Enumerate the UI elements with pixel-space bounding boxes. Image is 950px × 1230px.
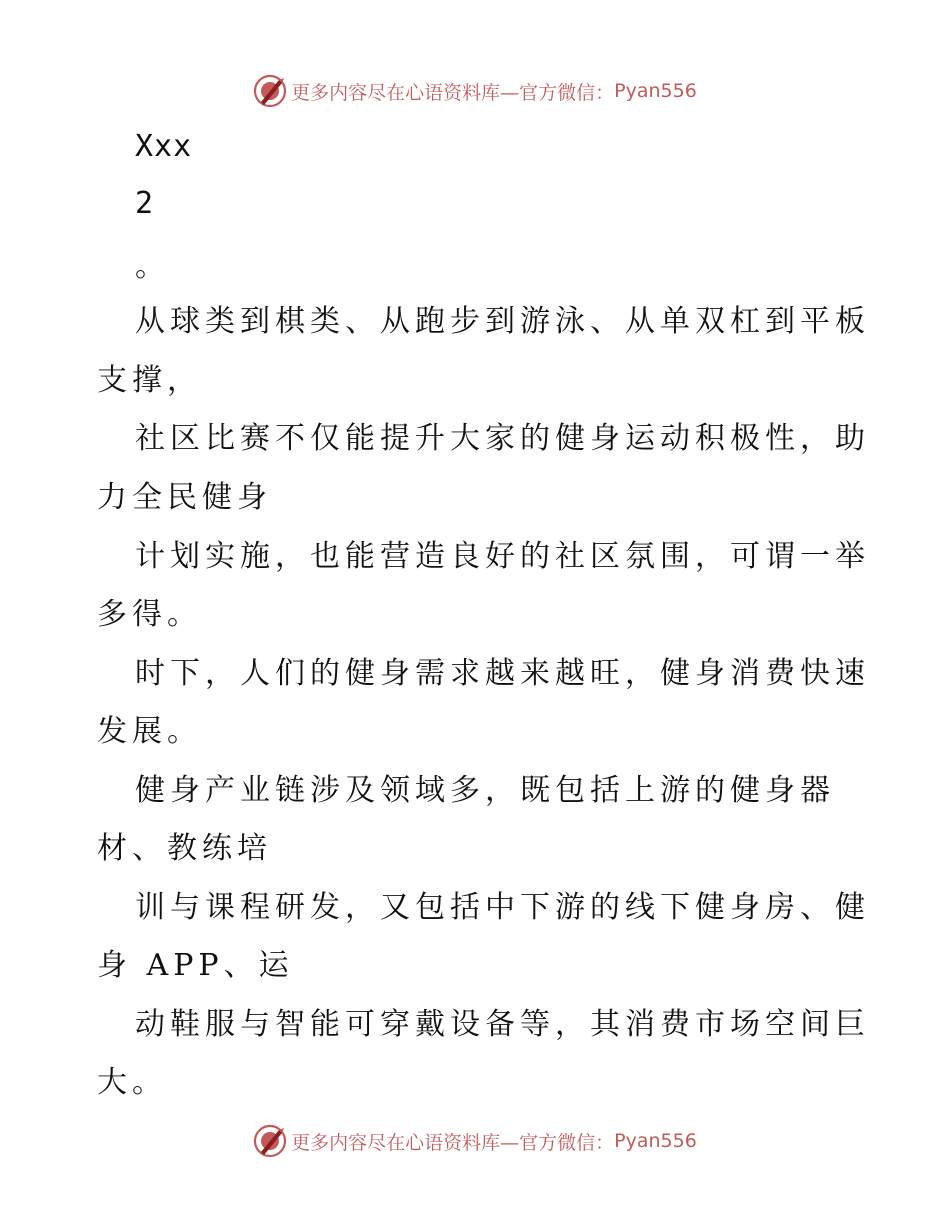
paragraph-line: 身 APP、运 [97, 948, 294, 983]
text-line: Xxx [135, 129, 193, 164]
watermark-text: 更多内容尽在心语资料库—官方微信： [291, 1131, 615, 1154]
paragraph-line: 材、教练培 [97, 831, 272, 866]
watermark-wechat-id: Pyan556 [614, 80, 697, 102]
text-line: 。 [135, 249, 170, 284]
paragraph-line: 时下，人们的健身需求越来越旺，健身消费快速 [135, 656, 870, 691]
paragraph-line: 动鞋服与智能可穿戴设备等，其消费市场空间巨 [135, 1007, 870, 1042]
watermark-text: 更多内容尽在心语资料库—官方微信： [291, 81, 615, 104]
paragraph-line: 健身产业链涉及领域多，既包括上游的健身器 [135, 773, 835, 808]
paragraph-line: 社区比赛不仅能提升大家的健身运动积极性，助 [135, 421, 870, 456]
paragraph-line: 从球类到棋类、从跑步到游泳、从单双杠到平板 [135, 304, 870, 339]
footer-watermark [0, 1124, 950, 1158]
paragraph-line: 发展。 [97, 714, 202, 749]
red-pen-logo-icon [253, 74, 287, 108]
paragraph-line: 力全民健身 [97, 480, 272, 515]
paragraph-line: 多得。 [97, 597, 202, 632]
paragraph-line: 训与课程研发，又包括中下游的线下健身房、健 [135, 890, 870, 925]
paragraph-line: 支撑， [97, 363, 202, 398]
red-pen-logo-icon [253, 1124, 287, 1158]
paragraph-line: 大。 [97, 1065, 167, 1100]
text-line: 2 [135, 186, 155, 221]
header-watermark [0, 74, 950, 108]
paragraph-line: 计划实施，也能营造良好的社区氛围，可谓一举 [135, 539, 870, 574]
watermark-wechat-id: Pyan556 [614, 1130, 697, 1152]
